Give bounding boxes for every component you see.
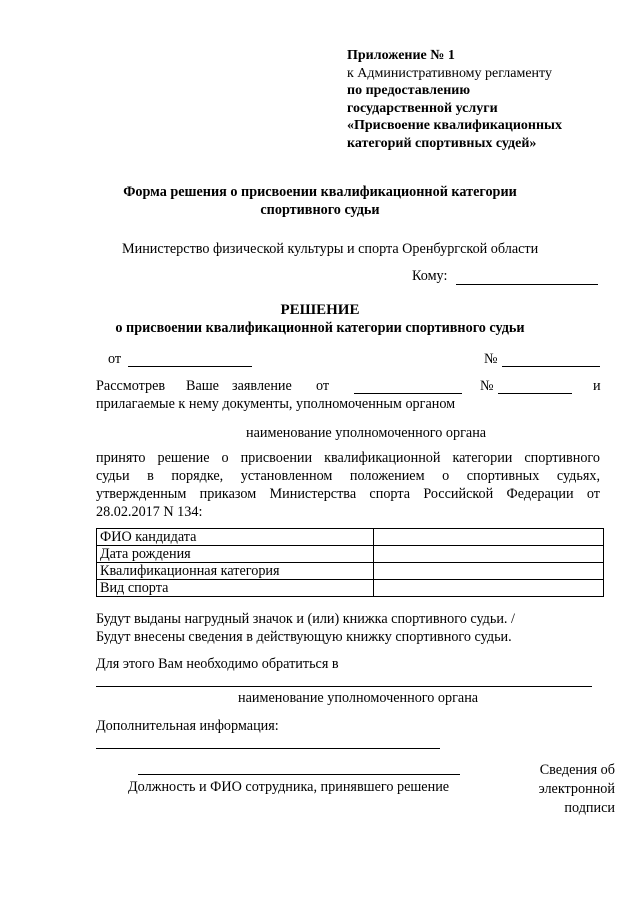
application-date-field[interactable] [354,393,462,394]
review-word-5: и [593,378,601,394]
paragraph-line-2: судьи в порядке, установленном положением о спортивных судьях, [96,468,600,484]
esign-line-1: Сведения об [539,762,615,778]
appendix-line-4: государственной услуги [347,100,498,116]
review-number-label: № [480,378,494,394]
table-label-cell: Квалификационная категория [97,563,374,580]
issued-line-1: Будут выданы нагрудный значок и (или) книжка спортивного судьи. / [96,611,515,627]
authority-caption-2: наименование уполномоченного органа [238,690,479,706]
table-value-cell[interactable] [374,580,604,597]
review-word-3: заявление [232,378,292,394]
signature-caption: Должность и ФИО сотрудника, принявшего решение [128,779,450,795]
table-row [97,580,604,597]
number-label: № [484,351,498,367]
review-line-2: прилагаемые к нему документы, уполномоченным органом [96,396,456,412]
paragraph-line-3: утвержденным приказом Министерства спорта Российской Федерации от [96,486,600,502]
paragraph-line-1: принято решение о присвоении квалификационной категории спортивного [96,450,600,466]
table-value-cell[interactable] [374,563,604,580]
table-value-cell[interactable] [374,546,604,563]
ministry-name: Министерство физической культуры и спорта Оренбургской области [122,241,539,257]
table-value-cell[interactable] [374,529,604,546]
contact-text: Для этого Вам необходимо обратиться в [96,656,339,672]
number-field[interactable] [502,366,600,367]
table-label-cell: ФИО кандидата [97,529,374,546]
appendix-header [347,47,562,152]
paragraph-line-4: 28.02.2017 N 134: [96,504,203,520]
date-label: от [108,351,122,367]
table-row [97,529,604,546]
authority-caption: наименование уполномоченного органа [246,425,487,441]
review-word-1: Рассмотрев [96,378,166,394]
decision-subtitle: о присвоении квалификационной категории спортивного судьи [115,320,525,336]
to-label: Кому: [412,268,448,284]
signature-field[interactable] [138,774,460,775]
esign-line-3: подписи [564,800,615,816]
decision-title: РЕШЕНИЕ [280,302,360,318]
contact-authority-field[interactable] [96,686,592,687]
appendix-line-5: «Присвоение квалификационных [347,118,562,133]
additional-info-field[interactable] [96,748,440,749]
application-number-field[interactable] [498,393,572,394]
review-word-4: от [316,378,330,394]
table-label-cell: Вид спорта [97,580,374,597]
form-title-line-2: спортивного судьи [260,202,380,218]
form-title-line-1: Форма решения о присвоении квалификационной категории [123,184,517,200]
to-field[interactable] [456,284,598,285]
candidate-info-table [96,528,604,597]
table-row [97,563,604,580]
table-row [97,546,604,563]
appendix-line-6: категорий спортивных судей» [347,135,537,151]
appendix-line-3: по предоставлению [347,83,471,98]
appendix-line-2: к Административному регламенту [347,65,552,81]
table-label-cell: Дата рождения [97,546,374,563]
review-word-2: Ваше [186,378,219,394]
esign-line-2: электронной [538,781,615,797]
date-field[interactable] [128,366,252,367]
appendix-number: Приложение № 1 [347,48,455,63]
issued-line-2: Будут внесены сведения в действующую книжку спортивного судьи. [96,629,512,645]
additional-info-label: Дополнительная информация: [96,718,279,734]
